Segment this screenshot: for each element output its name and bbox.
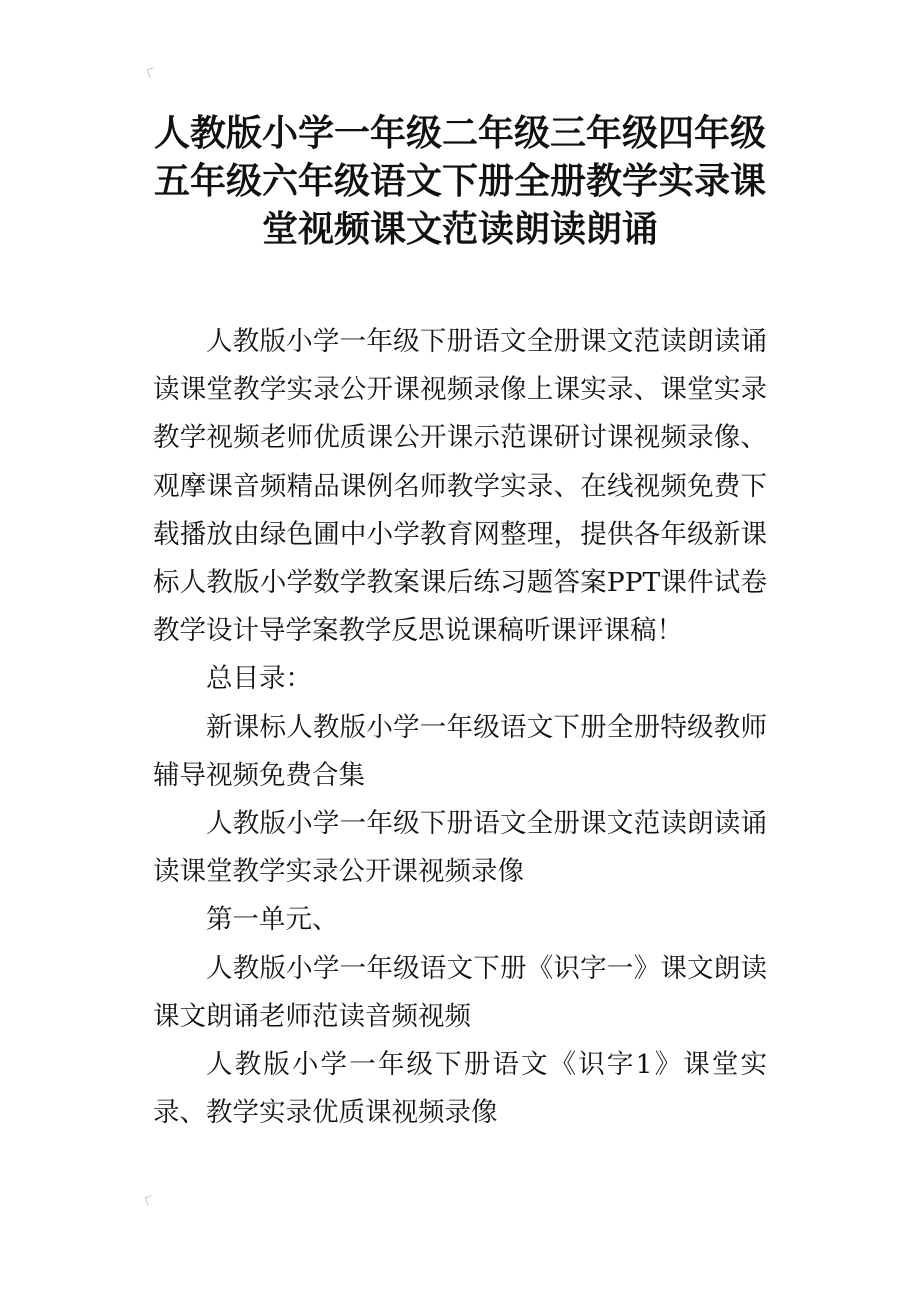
intro-paragraph: 人教版小学一年级下册语文全册课文范读朗读诵读课堂教学实录公开课视频录像上课实录、课堂实录教学视频老师优质课公开课示范课研讨课视频录像、观摩课音频精品课例名师教学实录、在线视频免费下载播放由绿色圃中小学教育网整理，提供各年级新课标人教版小学数学教案课后练习题答案PPT课件试卷教学设计导学案教学反思说课稿听课评课稿！: [153, 326, 767, 647]
crop-mark-top: [147, 67, 157, 78]
crop-mark-bottom: [145, 1195, 155, 1206]
toc-item: 人教版小学一年级语文下册《识字一》课文朗读课文朗诵老师范读音频视频: [153, 952, 767, 1032]
toc-item: 人教版小学一年级下册语文《识字1》课堂实录、教学实录优质课视频录像: [153, 1049, 767, 1129]
document-body: [153, 318, 767, 1137]
document-title: 人教版小学一年级二年级三年级四年级五年级六年级语文下册全册教学实录课堂视频课文范读朗读朗诵: [153, 113, 766, 250]
toc-heading: 总目录：: [206, 663, 312, 695]
toc-item: 新课标人教版小学一年级语文下册全册特级教师辅导视频免费合集: [153, 711, 767, 791]
unit-heading: 第一单元、: [206, 904, 339, 936]
toc-item: 人教版小学一年级下册语文全册课文范读朗读诵读课堂教学实录公开课视频录像: [153, 808, 767, 888]
